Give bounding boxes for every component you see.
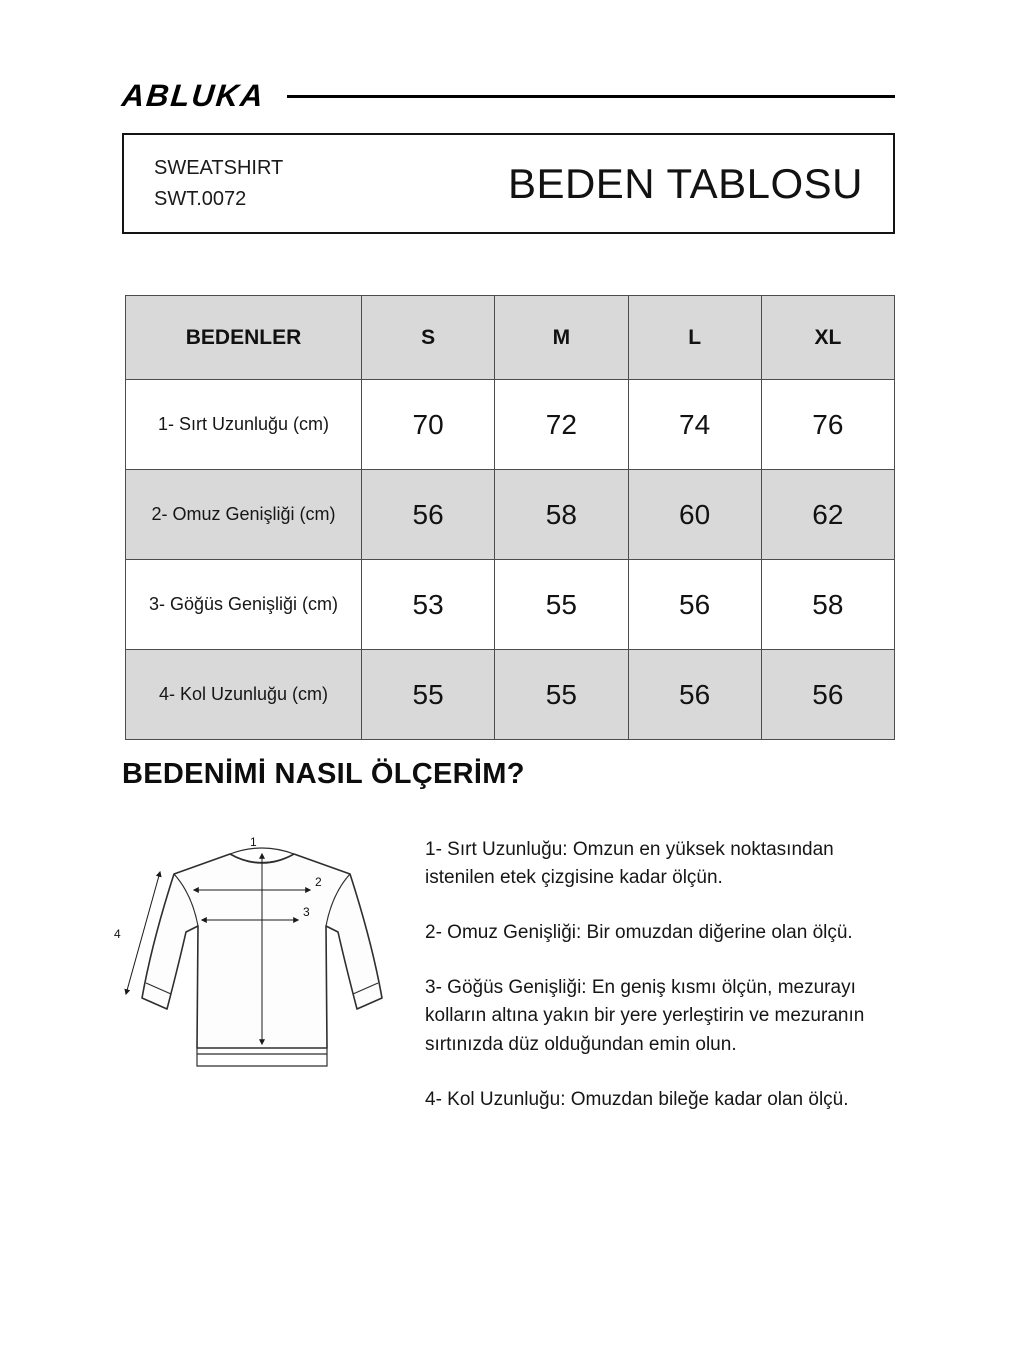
cell-value: 58 [495,470,628,560]
brand-header [122,78,895,114]
table-row [126,560,895,650]
product-type: SWEATSHIRT [154,156,284,179]
col-header-s: S [362,296,495,380]
instruction-3: 3- Göğüs Genişliği: En geniş kısmı ölçün, mezurayı kolların altına yakın bir yere yerleştirin ve mezuranın sırtınızda düz olduğundan emin olun. [425,977,865,1055]
measure-label-1: 1 [250,835,257,849]
cell-value: 70 [362,380,495,470]
sweatshirt-diagram-svg [112,832,417,1104]
cell-value: 58 [761,560,894,650]
product-info [154,153,283,215]
page-title: BEDEN TABLOSU [507,159,863,207]
cell-value: 56 [362,470,495,560]
col-header-m: M [495,296,628,380]
table-row [126,380,895,470]
brand-logo: ABLUKA [120,78,267,113]
measure-label-4: 4 [114,927,121,941]
instruction-2: 2- Omuz Genişliği: Bir omuzdan diğerine olan ölçü. [425,922,853,944]
logo-divider-line [287,95,895,98]
cell-value: 72 [495,380,628,470]
col-header-l: L [628,296,761,380]
sweatshirt-measure-diagram [112,832,417,1104]
cell-value: 62 [761,470,894,560]
cell-value: 56 [628,650,761,740]
size-table-header-row [126,296,895,380]
col-header-xl: XL [761,296,894,380]
cell-value: 55 [362,650,495,740]
row-label: 1- Sırt Uzunluğu (cm) [126,380,362,470]
table-row [126,650,895,740]
instruction-4: 4- Kol Uzunluğu: Omuzdan bileğe kadar olan ölçü. [425,1088,849,1110]
cell-value: 60 [628,470,761,560]
cell-value: 74 [628,380,761,470]
title-box [122,133,895,234]
howto-heading: BEDENİMİ NASIL ÖLÇERİM? [122,758,525,790]
table-row [126,470,895,560]
instruction-1: 1- Sırt Uzunluğu: Omzun en yüksek noktasından istenilen etek çizgisine kadar ölçün. [425,839,834,889]
row-label: 3- Göğüs Genişliği (cm) [126,560,362,650]
measure-instructions [425,836,907,1141]
measure-label-3: 3 [303,905,310,919]
row-label: 4- Kol Uzunluğu (cm) [126,650,362,740]
cell-value: 55 [495,650,628,740]
product-code: SWT.0072 [154,187,247,210]
row-label: 2- Omuz Genişliği (cm) [126,470,362,560]
col-header-bedenler: BEDENLER [126,296,362,380]
cell-value: 55 [495,560,628,650]
size-table [125,295,895,740]
cell-value: 56 [761,650,894,740]
cell-value: 56 [628,560,761,650]
cell-value: 76 [761,380,894,470]
measure-label-2: 2 [315,875,322,889]
cell-value: 53 [362,560,495,650]
hem-band [197,1048,327,1066]
